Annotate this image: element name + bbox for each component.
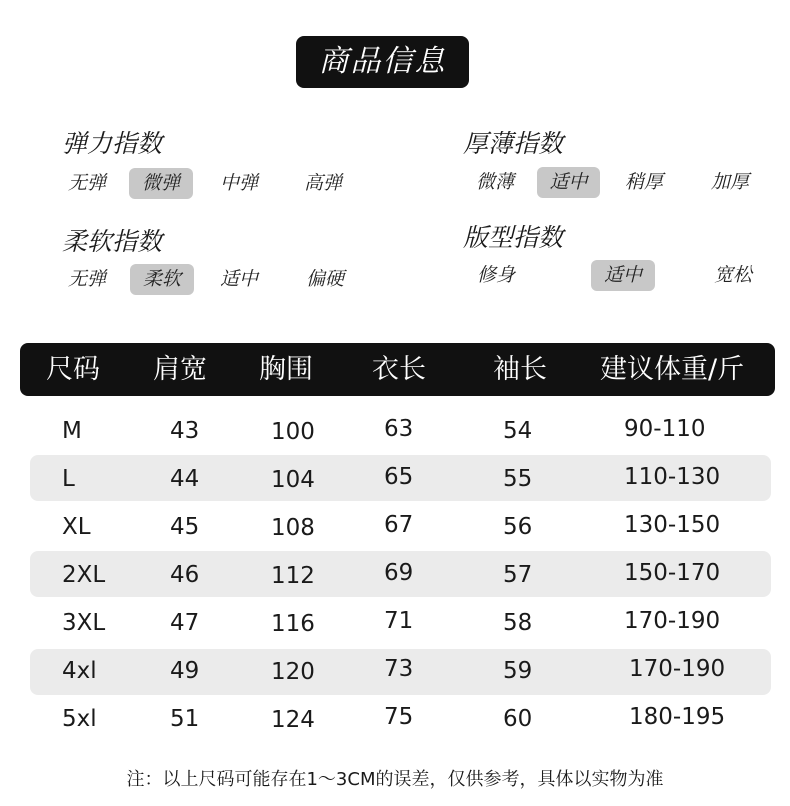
cell-size: 2XL [62,562,106,588]
cell-weight: 170-190 [629,656,726,682]
cell-size: 5xl [62,706,97,732]
cell-sleeve: 57 [503,562,533,588]
header-sleeve: 袖长 [493,354,547,385]
softness-option-none: 无弹 [67,268,106,290]
cell-shoulder: 44 [170,466,200,492]
cell-length: 73 [384,656,414,682]
header-weight: 建议体重/斤 [600,354,745,385]
cell-chest: 112 [271,563,315,589]
cell-length: 71 [384,608,414,634]
cell-sleeve: 58 [503,610,533,636]
cell-sleeve: 60 [503,706,533,732]
cell-length: 65 [384,464,414,490]
cell-sleeve: 59 [503,658,533,684]
cell-chest: 100 [271,419,315,445]
elasticity-option-slight-selected: 微弹 [129,168,193,199]
page-title: 商品信息 [296,36,469,88]
cell-shoulder: 49 [170,658,200,684]
cell-sleeve: 54 [503,418,533,444]
cell-chest: 116 [271,611,315,637]
cell-shoulder: 45 [170,514,200,540]
cell-weight: 90-110 [624,416,706,442]
cell-size: 3XL [62,610,106,636]
thickness-option-thin: 微薄 [475,171,514,193]
softness-option-stiff: 偏硬 [305,268,344,290]
cell-weight: 150-170 [624,560,721,586]
elasticity-option-medium: 中弹 [219,172,258,194]
elasticity-index-title: 弹力指数 [62,129,163,158]
cell-size: M [62,418,82,444]
cell-shoulder: 46 [170,562,200,588]
thickness-index-title: 厚薄指数 [463,129,564,158]
fit-option-regular-selected: 适中 [591,260,655,291]
cell-weight: 130-150 [624,512,721,538]
cell-sleeve: 55 [503,466,533,492]
cell-length: 69 [384,560,414,586]
thickness-option-thick: 加厚 [710,171,749,193]
cell-shoulder: 47 [170,610,200,636]
cell-weight: 110-130 [624,464,721,490]
cell-length: 75 [384,704,414,730]
cell-chest: 104 [271,467,315,493]
softness-option-soft-selected: 柔软 [130,264,194,295]
cell-weight: 180-195 [629,704,726,730]
thickness-option-moderate-selected: 适中 [537,167,600,198]
elasticity-option-none: 无弹 [67,172,106,194]
header-chest: 胸围 [259,354,313,385]
cell-shoulder: 43 [170,418,200,444]
header-shoulder: 肩宽 [153,354,207,385]
fit-option-slim: 修身 [476,264,515,286]
softness-option-moderate: 适中 [219,268,258,290]
cell-length: 63 [384,416,414,442]
cell-chest: 124 [271,707,315,733]
thickness-option-slightly-thick: 稍厚 [624,171,663,193]
cell-shoulder: 51 [170,706,200,732]
cell-sleeve: 56 [503,514,533,540]
fit-index-title: 版型指数 [463,223,564,252]
fit-option-loose: 宽松 [713,264,752,286]
softness-index-title: 柔软指数 [62,227,163,256]
cell-length: 67 [384,512,414,538]
cell-size: 4xl [62,658,97,684]
cell-chest: 108 [271,515,315,541]
elasticity-option-high: 高弹 [303,172,342,194]
cell-size: L [62,466,75,492]
cell-chest: 120 [271,659,315,685]
header-length: 衣长 [372,354,426,385]
cell-weight: 170-190 [624,608,721,634]
cell-size: XL [62,514,91,540]
header-size: 尺码 [46,354,100,385]
disclaimer-note: 注：以上尺码可能存在1～3CM的误差，仅供参考，具体以实物为准 [126,769,664,790]
size-table-header [20,343,775,396]
